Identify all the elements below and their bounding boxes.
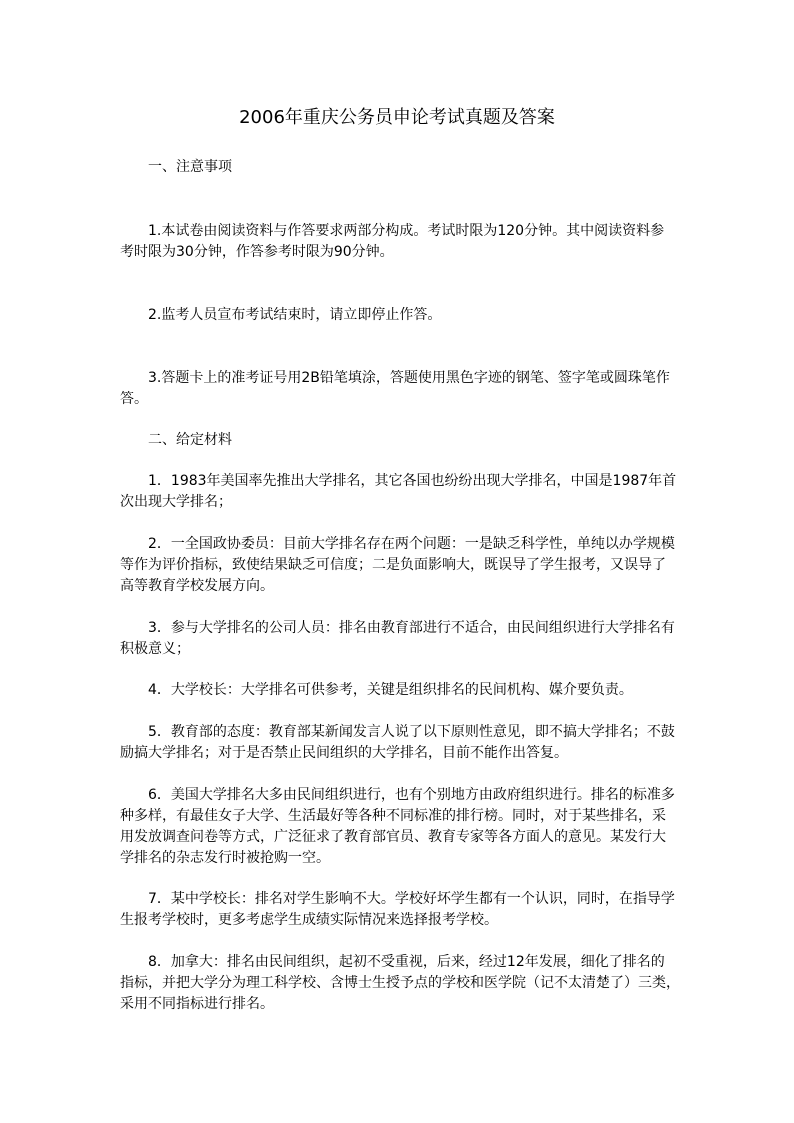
paragraph-line: 6．美国大学排名大多由民间组织进行，也有个别地方由政府组织进行。排名的标准多: [148, 787, 675, 803]
paragraph: [120, 680, 676, 701]
paragraph: [120, 722, 676, 764]
paragraph-line: 答。: [120, 391, 148, 407]
paragraph-line: 3.答题卡上的准考证号用2B铅笔填涂，答题使用黑色字迹的钢笔、签字笔或圆珠笔作: [148, 370, 670, 386]
paragraph-line: 生报考学校时，更多考虑学生成绩实际情况来选择报考学校。: [120, 912, 498, 928]
paragraph-line: 7．某中学校长：排名对学生影响不大。学校好坏学生都有一个认识，同时，在指导学: [148, 891, 675, 907]
section-heading-notes: 一、注意事项: [148, 159, 232, 175]
paragraph-line: 1．1983年美国率先推出大学排名，其它各国也纷纷出现大学排名，中国是1987年首: [148, 473, 677, 489]
section-heading-materials: 二、给定材料: [148, 432, 232, 448]
document-title: 2006年重庆公务员申论考试真题及答案: [239, 107, 555, 128]
paragraph-line: 次出现大学排名；: [120, 494, 232, 510]
paragraph: [120, 785, 676, 869]
paragraph-line: 考时限为30分钟，作答参考时限为90分钟。: [120, 244, 394, 260]
paragraph-line: 等作为评价指标，致使结果缺乏可信度；二是负面影响大，既误导了学生报考，又误导了: [120, 557, 666, 573]
paragraph-line: 3．参与大学排名的公司人员：排名由教育部进行不适合，由民间组织进行大学排名有: [148, 620, 675, 636]
paragraph: [120, 534, 676, 597]
paragraph-line: 1.本试卷由阅读资料与作答要求两部分构成。考试时限为120分钟。其中阅读资料参: [148, 223, 665, 239]
paragraph-line: 用发放调查问卷等方式，广泛征求了教育部官员、教育专家等各方面人的意见。某发行大: [120, 829, 666, 845]
paragraph-line: 高等教育学校发展方向。: [120, 578, 274, 594]
paragraph-line: 采用不同指标进行排名。: [120, 996, 274, 1012]
paragraph-line: 5．教育部的态度：教育部某新闻发言人说了以下原则性意见，即不搞大学排名；不鼓: [148, 724, 675, 740]
paragraph: [120, 221, 676, 263]
paragraph: [120, 618, 676, 660]
paragraph-line: 4．大学校长：大学排名可供参考，关键是组织排名的民间机构、媒介要负责。: [148, 682, 633, 698]
paragraph-line: 2.监考人员宣布考试结束时，请立即停止作答。: [148, 307, 442, 323]
paragraph-line: 学排名的杂志发行时被抢购一空。: [120, 850, 330, 866]
paragraph: [120, 889, 676, 931]
paragraph: [120, 305, 676, 326]
paragraph-line: 指标，并把大学分为理工科学校、含博士生授予点的学校和医学院（记不太清楚了）三类，: [120, 975, 680, 991]
paragraph: [120, 471, 676, 513]
paragraph-line: 种多样，有最佳女子大学、生活最好等各种不同标准的排行榜。同时，对于某些排名，采: [120, 808, 666, 824]
paragraph-line: 励搞大学排名；对于是否禁止民间组织的大学排名，目前不能作出答复。: [120, 745, 568, 761]
paragraph: [120, 952, 680, 1015]
paragraph: [120, 368, 676, 410]
paragraph-line: 2．一全国政协委员：目前大学排名存在两个问题：一是缺乏科学性，单纯以办学规模: [148, 536, 675, 552]
paragraph-line: 积极意义；: [120, 641, 190, 657]
paragraph-line: 8．加拿大：排名由民间组织，起初不受重视，后来，经过12年发展，细化了排名的: [148, 954, 665, 970]
